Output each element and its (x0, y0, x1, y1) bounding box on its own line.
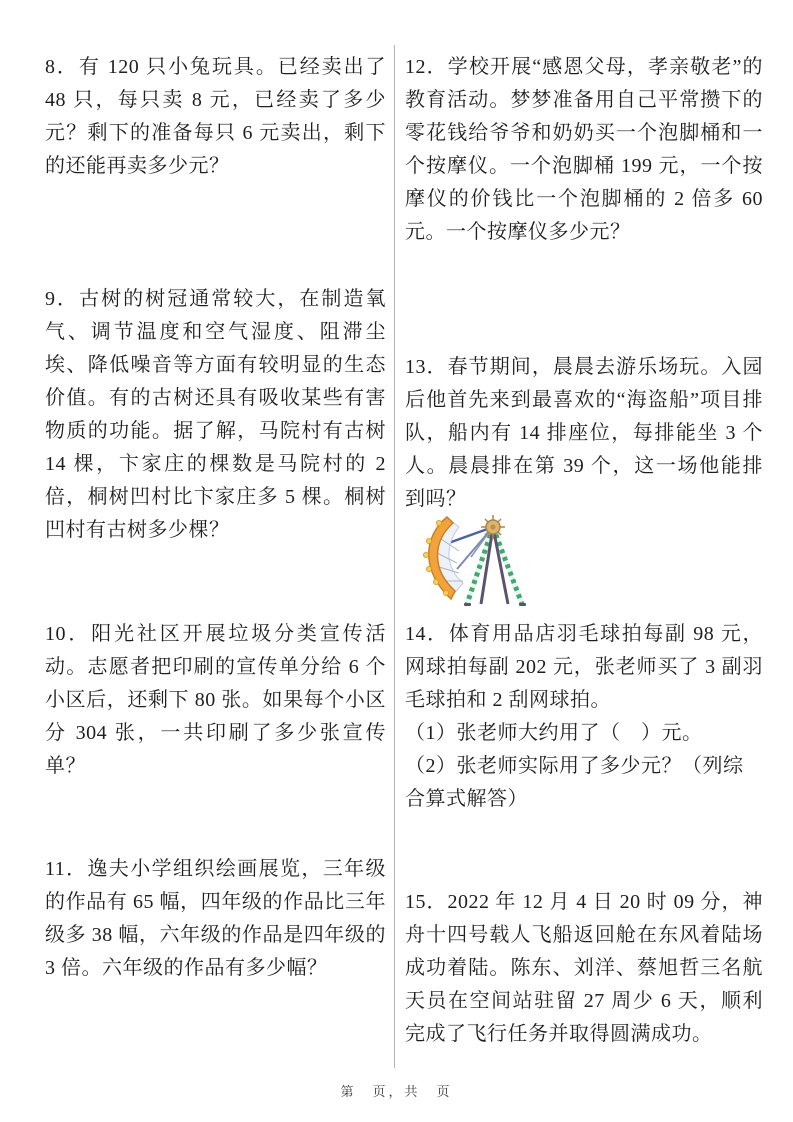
problem-14-stem: 14．体育用品店羽毛球拍每副 98 元，网球拍每副 202 元，张老师买了 3 副羽毛球拍和 2 刮网球拍。 (405, 623, 763, 711)
page-footer-text: 第 页，共 页 (340, 1084, 453, 1099)
problem-8: 8．有 120 只小兔玩具。已经卖出了 48 只，每只卖 8 元，已经卖了多少元？剩下的准备每只 6 元卖出，剩下的还能再卖多少元？ (45, 56, 386, 177)
problem-11: 11．逸夫小学组织绘画展览，三年级的作品有 65 幅，四年级的作品比三年级多 38 幅，六年级的作品是四年级的 3 倍。六年级的作品有多少幅？ (45, 858, 386, 979)
column-divider (394, 45, 395, 1068)
page-footer (0, 1081, 793, 1100)
problem-10: 10．阳光社区开展垃圾分类宣传活动。志愿者把印刷的宣传单分给 6 个小区后，还剩下 80 张。如果每个小区分 304 张，一共印刷了多少张宣传单？ (45, 623, 386, 777)
pirate-ship-ride-graphic (419, 511, 531, 608)
problem-14-part-1: （1）张老师大约用了（ ）元。 (405, 722, 703, 744)
problem-13: 13．春节期间，晨晨去游乐场玩。入园后他首先来到最喜欢的“海盗船”项目排队，船内有 14 排座位，每排能坐 3 个人。晨晨排在第 39 个，这一场他能排到吗？ (405, 356, 763, 510)
problem-9: 9．古树的树冠通常较大，在制造氧气、调节温度和空气湿度、阻滞尘埃、降低噪音等方面有较明显的生态价值。有的古树还具有吸收某些有害物质的功能。据了解，马院村有古树 14 棵，卞家庄的棵数是马院村的 2 倍，桐树凹村比卞家庄多 5 棵。桐树凹村有古树多少棵？ (45, 288, 386, 541)
pirate-ship-icon (419, 511, 531, 608)
problem-14-part-2: （2）张老师实际用了多少元？（列综合算式解答） (405, 755, 744, 810)
problem-14 (405, 618, 763, 816)
problem-12: 12．学校开展“感恩父母，孝亲敬老”的教育活动。梦梦准备用自己平常攒下的零花钱给爷爷和奶奶买一个泡脚桶和一个按摩仪。一个泡脚桶 199 元，一个按摩仪的价钱比一个泡脚桶的 2 倍多 60 元。一个按摩仪多少元？ (405, 56, 763, 243)
problem-15: 15．2022 年 12 月 4 日 20 时 09 分，神舟十四号载人飞船返回舱在东风着陆场成功着陆。陈东、刘洋、蔡旭哲三名航天员在空间站驻留 27 周少 6 天，顺利完成了飞行任务并取得圆满成功。 (405, 891, 763, 1045)
